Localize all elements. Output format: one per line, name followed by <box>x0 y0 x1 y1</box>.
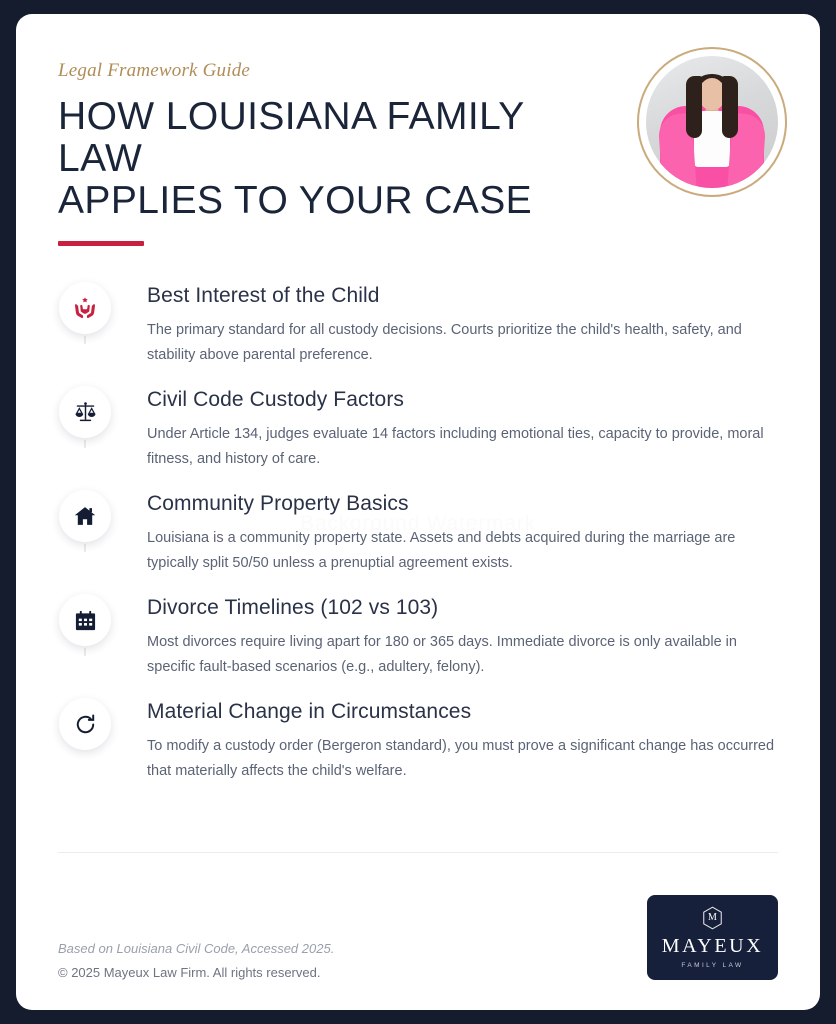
document-card <box>16 14 820 1010</box>
timeline-description: Most divorces require living apart for 180 or 365 days. Immediate divorce is only available in specific fault-based scenarios (e.g., adultery, felony). <box>147 634 737 675</box>
attorney-portrait-image <box>646 56 778 188</box>
timeline-heading: Civil Code Custody Factors <box>147 388 405 411</box>
accent-divider <box>58 241 144 246</box>
timeline-heading: Divorce Timelines (102 vs 103) <box>147 596 439 619</box>
logo-monogram: M <box>708 911 717 923</box>
timeline-item <box>58 490 778 594</box>
timeline-content <box>112 282 778 368</box>
timeline-heading: Material Change in Circumstances <box>147 700 472 723</box>
page-title <box>58 96 558 222</box>
timeline-marker <box>58 490 112 542</box>
timeline-connector-line <box>85 336 86 344</box>
scales-of-justice-icon <box>73 400 98 425</box>
timeline-connector-line <box>85 440 86 448</box>
timeline-heading: Best Interest of the Child <box>147 284 380 307</box>
document-footer <box>16 852 820 1010</box>
portrait-hair-right <box>722 76 738 138</box>
timeline-marker <box>58 594 112 646</box>
timeline-connector-line <box>85 544 86 552</box>
footer-divider <box>58 852 778 853</box>
timeline-item <box>58 386 778 490</box>
title-line-2: LAW <box>58 137 143 180</box>
source-note: Based on Louisiana Civil Code, Accessed 2025. <box>58 941 335 956</box>
timeline-item <box>58 594 778 698</box>
timeline-icon-badge <box>59 490 111 542</box>
timeline-content <box>112 386 778 472</box>
timeline-content <box>112 490 778 576</box>
home-icon <box>73 504 97 528</box>
timeline-marker <box>58 386 112 438</box>
timeline-description: Louisiana is a community property state. Assets and debts acquired during the marriage are typically split 50/50 unless a prenuptial agreement exists. <box>147 530 736 571</box>
timeline-heading: Community Property Basics <box>147 492 409 515</box>
timeline-marker <box>58 698 112 750</box>
timeline-content <box>112 698 778 784</box>
footer-text-block <box>58 941 334 980</box>
background-watermark: Background Watermark <box>300 512 536 535</box>
timeline-description: To modify a custody order (Bergeron standard), you must prove a significant change has occurred that materially affects the child's welfare. <box>147 738 775 779</box>
portrait-hair-left <box>686 76 702 138</box>
calendar-icon <box>74 609 97 632</box>
timeline-item <box>58 282 778 386</box>
timeline-connector-line <box>85 648 86 656</box>
timeline-icon-badge <box>59 698 111 750</box>
timeline-description: Under Article 134, judges evaluate 14 factors including emotional ties, capacity to provide, moral fitness, and history of care. <box>147 426 764 467</box>
attorney-portrait <box>637 47 787 197</box>
title-line-1: HOW LOUISIANA FAMILY <box>58 95 525 138</box>
firm-logo <box>647 895 778 980</box>
hexagon-monogram-icon <box>702 906 723 930</box>
eyebrow-label: Legal Framework Guide <box>58 60 251 81</box>
framework-timeline <box>16 282 820 786</box>
footer-row <box>58 895 778 980</box>
timeline-item <box>58 698 778 786</box>
timeline-icon-badge <box>59 594 111 646</box>
logo-tagline: FAMILY LAW <box>681 961 744 969</box>
timeline-icon-badge <box>59 282 111 334</box>
refresh-icon <box>73 712 98 737</box>
hands-holding-child-icon <box>72 295 98 321</box>
timeline-content <box>112 594 778 680</box>
logo-name: MAYEUX <box>661 934 764 957</box>
title-line-3: APPLIES TO YOUR CASE <box>58 179 533 222</box>
timeline-marker <box>58 282 112 334</box>
timeline-icon-badge <box>59 386 111 438</box>
copyright-note: © 2025 Mayeux Law Firm. All rights reserved. <box>58 965 321 980</box>
timeline-description: The primary standard for all custody decisions. Courts prioritize the child's health, safety, and stability above parental preference. <box>147 322 742 363</box>
